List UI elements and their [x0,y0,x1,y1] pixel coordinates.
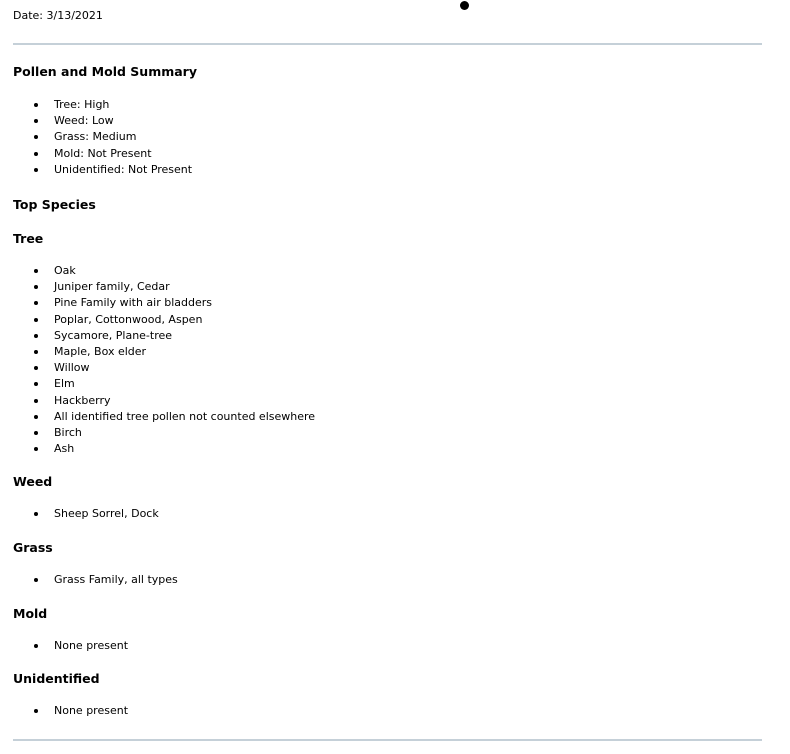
top-divider [13,43,762,45]
list-item: Mold: Not Present [0,146,192,162]
summary-heading: Pollen and Mold Summary [13,64,197,79]
list-item: None present [0,638,128,654]
list-item: Sheep Sorrel, Dock [0,506,159,522]
list-item: Ash [0,441,315,457]
grass-heading: Grass [13,540,53,555]
unidentified-heading: Unidentified [13,671,100,686]
list-item: Oak [0,263,315,279]
bullet-dot [460,1,469,10]
tree-heading: Tree [13,231,44,246]
grass-list [0,572,178,588]
list-item: Elm [0,376,315,392]
unidentified-list [0,703,128,719]
bottom-divider [13,739,762,741]
list-item: Maple, Box elder [0,344,315,360]
list-item: Unidentified: Not Present [0,162,192,178]
top-species-heading: Top Species [13,197,96,212]
list-item: None present [0,703,128,719]
tree-list [0,263,315,457]
list-item: Grass: Medium [0,129,192,145]
list-item: Poplar, Cottonwood, Aspen [0,312,315,328]
list-item: Tree: High [0,97,192,113]
summary-list [0,97,192,178]
list-item: Hackberry [0,393,315,409]
weed-list [0,506,159,522]
list-item: Birch [0,425,315,441]
mold-list [0,638,128,654]
list-item: Grass Family, all types [0,572,178,588]
list-item: Sycamore, Plane-tree [0,328,315,344]
mold-heading: Mold [13,606,48,621]
list-item: Willow [0,360,315,376]
date-label: Date: 3/13/2021 [13,9,103,22]
list-item: All identified tree pollen not counted elsewhere [0,409,315,425]
list-item: Weed: Low [0,113,192,129]
list-item: Pine Family with air bladders [0,295,315,311]
list-item: Juniper family, Cedar [0,279,315,295]
weed-heading: Weed [13,474,53,489]
